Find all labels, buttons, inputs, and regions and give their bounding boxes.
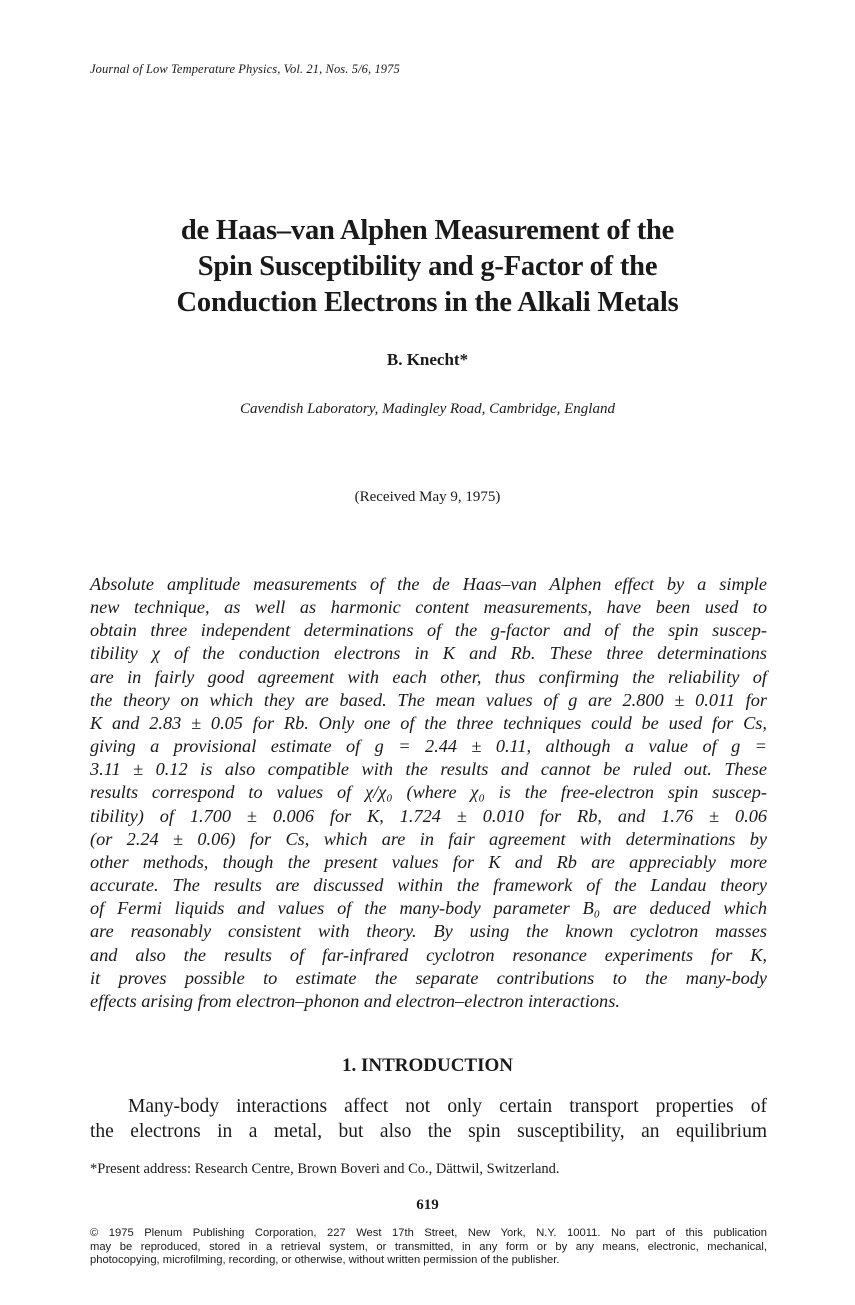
abstract-line: giving a provisional estimate of g = 2.44 ± 0.11, although a value of g = (90, 736, 767, 757)
received-date: (Received May 9, 1975) (354, 489, 501, 505)
abstract-line: accurate. The results are discussed within the framework of the Landau theory (90, 875, 767, 896)
copyright-line: may be reproduced, stored in a retrieval system, or transmitted, in any form or by any means, electronic, mechanical, (90, 1240, 767, 1253)
introduction-text (90, 1094, 767, 1144)
abstract-line: of Fermi liquids and values of the many-body parameter B₀ are deduced which (90, 898, 767, 919)
abstract-line: tibility) of 1.700 ± 0.006 for K, 1.724 ± 0.010 for Rb, and 1.76 ± 0.06 (90, 805, 767, 826)
abstract-line: obtain three independent determinations of the g-factor and of the spin suscep- (90, 620, 767, 641)
paper-title (0, 213, 855, 321)
intro-line: Many-body interactions affect not only certain transport properties of (128, 1096, 767, 1117)
abstract-line: the theory on which they are based. The mean values of g are 2.800 ± 0.011 for (90, 689, 767, 710)
abstract (90, 573, 767, 1013)
abstract-line: Absolute amplitude measurements of the de Haas–van Alphen effect by a simple (90, 574, 767, 594)
abstract-line: new technique, as well as harmonic content measurements, have been used to (90, 597, 767, 618)
copyright-line: © 1975 Plenum Publishing Corporation, 227 West 17th Street, New York, N.Y. 10011. No part of this publication (90, 1227, 767, 1239)
section-heading: 1. INTRODUCTION (341, 1055, 514, 1076)
copyright-line: photocopying, microfilming, recording, or otherwise, without written permission of the publisher. (90, 1254, 560, 1266)
copyright-notice (90, 1227, 767, 1268)
abstract-line: results correspond to values of χ/χ₀ (where χ₀ is the free-electron spin suscep- (90, 782, 767, 803)
abstract-line: and also the results of far-infrared cyclotron resonance experiments for K, (90, 944, 767, 965)
abstract-line: other methods, though the present values for K and Rb are appreciably more (90, 851, 767, 872)
abstract-line: are reasonably consistent with theory. By using the known cyclotron masses (90, 921, 767, 942)
title-line: Conduction Electrons in the Alkali Metals (176, 287, 679, 318)
abstract-line: 3.11 ± 0.12 is also compatible with the results and cannot be ruled out. These (90, 759, 767, 780)
abstract-line: are in fairly good agreement with each other, thus confirming the reliability of (90, 666, 767, 687)
author: B. Knecht* (386, 350, 469, 369)
page-number: 619 (416, 1197, 439, 1213)
footnote: *Present address: Research Centre, Brown Boveri and Co., Dättwil, Switzerland. (90, 1161, 560, 1177)
title-line: Spin Susceptibility and g-Factor of the (197, 251, 658, 282)
abstract-line: K and 2.83 ± 0.05 for Rb. Only one of the three techniques could be used for Cs, (90, 712, 767, 733)
journal-header: Journal of Low Temperature Physics, Vol. 21, Nos. 5/6, 1975 (90, 62, 400, 76)
title-line: de Haas–van Alphen Measurement of the (180, 215, 675, 246)
abstract-line: tibility χ of the conduction electrons in K and Rb. These three determinations (90, 643, 767, 664)
abstract-line: effects arising from electron–phonon and electron–electron interactions. (90, 990, 620, 1011)
abstract-line: (or 2.24 ± 0.06) for Cs, which are in fair agreement with determinations by (90, 828, 767, 849)
affiliation: Cavendish Laboratory, Madingley Road, Cambridge, England (240, 401, 615, 417)
intro-line: the electrons in a metal, but also the spin susceptibility, an equilibrium (90, 1121, 767, 1142)
abstract-line: it proves possible to estimate the separate contributions to the many-body (90, 967, 767, 988)
